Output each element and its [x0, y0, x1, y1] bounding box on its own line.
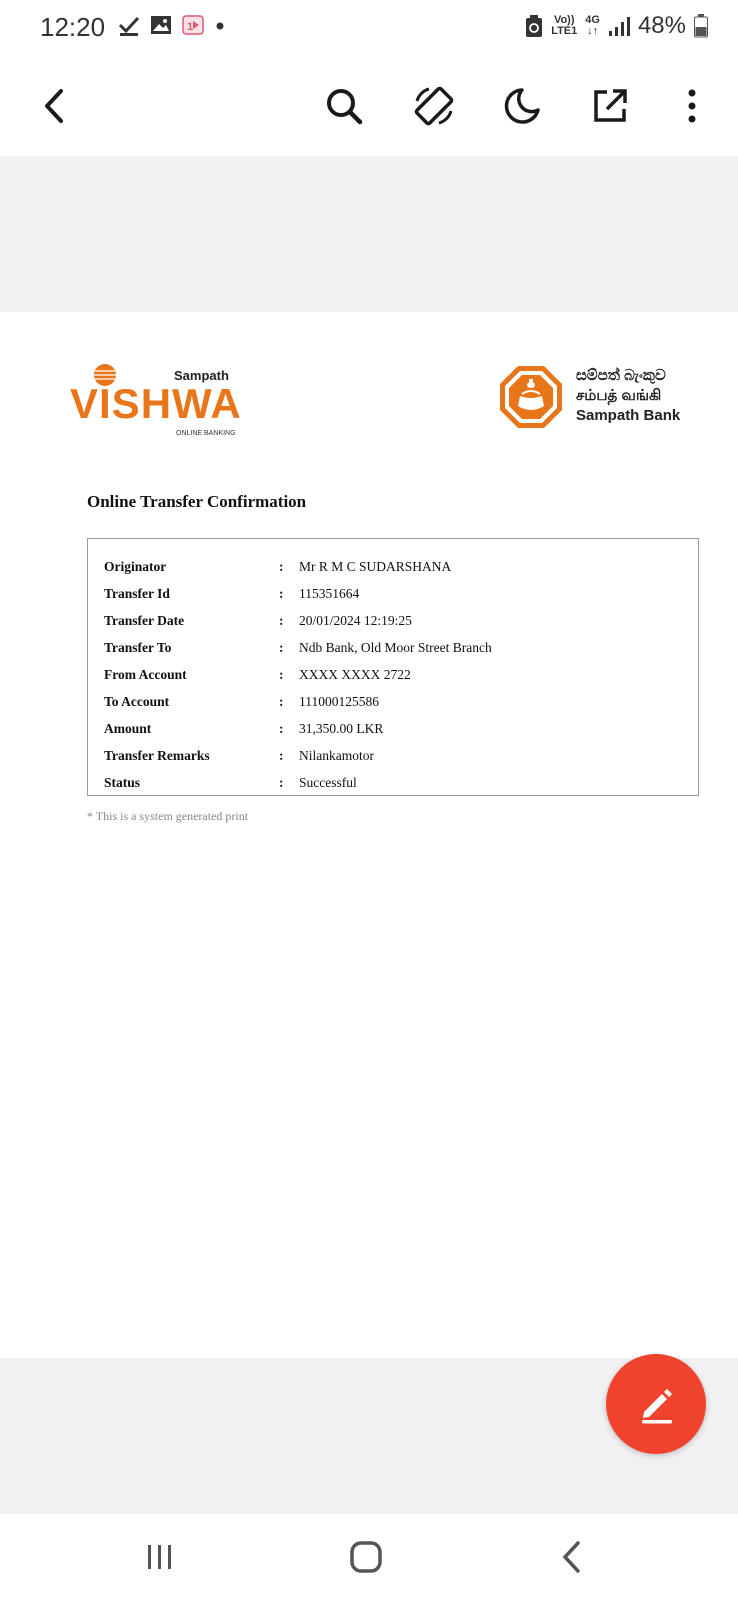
volte-indicator: Vo)) LTE1	[551, 14, 578, 37]
more-options-button[interactable]	[668, 82, 716, 130]
recent-apps-button[interactable]	[130, 1532, 190, 1582]
document-title: Online Transfer Confirmation	[87, 492, 307, 511]
more-vertical-icon	[686, 88, 698, 124]
recent-apps-icon	[145, 1542, 175, 1572]
gallery-icon	[150, 14, 172, 36]
pencil-edit-icon	[632, 1380, 680, 1428]
status-right	[525, 12, 708, 40]
document-page[interactable]	[0, 312, 738, 1358]
status-bar	[0, 0, 738, 58]
rotate-button[interactable]	[410, 82, 458, 130]
bank-name-sinhala: සම්පත් බැංකුව	[576, 367, 666, 384]
footnote: * This is a system generated print	[87, 809, 249, 823]
checkmark-icon	[118, 14, 140, 36]
edit-fab-button[interactable]	[606, 1354, 706, 1454]
screen-rotate-icon	[413, 85, 455, 127]
open-external-icon	[591, 87, 629, 125]
detail-row-amount: Amount : 31,350.00 LKR	[104, 721, 384, 736]
app-notification-icon	[182, 14, 204, 36]
battery-percent: 48%	[637, 12, 686, 39]
system-nav-bar	[0, 1514, 738, 1600]
moon-icon	[502, 86, 542, 126]
detail-row-transfer-date: Transfer Date : 20/01/2024 12:19:25	[104, 613, 412, 628]
detail-row-transfer-remarks: Transfer Remarks : Nilankamotor	[104, 748, 374, 763]
status-time: 12:20	[40, 12, 106, 42]
signal-icon	[608, 15, 630, 37]
home-icon	[349, 1540, 383, 1574]
detail-row-transfer-id: Transfer Id : 115351664	[104, 586, 360, 601]
home-button[interactable]	[336, 1532, 396, 1582]
battery-icon	[694, 14, 708, 38]
battery-saver-icon	[525, 14, 543, 38]
vishwa-logo: Sampath VISHWA ONLINE BANKING	[70, 362, 250, 432]
page-gap-top	[0, 156, 738, 312]
transfer-details-box	[87, 538, 699, 796]
detail-row-status: Status : Successful	[104, 775, 357, 790]
detail-row-from-account: From Account : XXXX XXXX 2722	[104, 667, 411, 682]
dot-icon	[214, 14, 226, 36]
night-mode-button[interactable]	[498, 82, 546, 130]
detail-row-to-account: To Account : 111000125586	[104, 694, 379, 709]
bank-name-english: Sampath Bank	[576, 407, 681, 424]
bank-emblem-icon	[498, 364, 564, 430]
detail-row-transfer-to: Transfer To : Ndb Bank, Old Moor Street Branch	[104, 640, 492, 655]
back-icon	[560, 1540, 584, 1574]
search-icon	[324, 86, 364, 126]
viewer-toolbar	[0, 58, 738, 156]
search-button[interactable]	[320, 82, 368, 130]
chevron-left-icon	[39, 88, 69, 124]
detail-row-originator: Originator : Mr R M C SUDARSHANA	[104, 559, 452, 574]
open-external-button[interactable]	[586, 82, 634, 130]
sampath-bank-logo	[498, 364, 688, 434]
back-button[interactable]	[30, 82, 78, 130]
network-gen-indicator: 4G ↓↑	[585, 14, 600, 37]
notification-icons	[118, 14, 226, 36]
nav-back-button[interactable]	[542, 1532, 602, 1582]
bank-name-tamil: சம்பத் வங்கி	[576, 387, 662, 404]
svg-text:1: 1	[187, 21, 194, 33]
